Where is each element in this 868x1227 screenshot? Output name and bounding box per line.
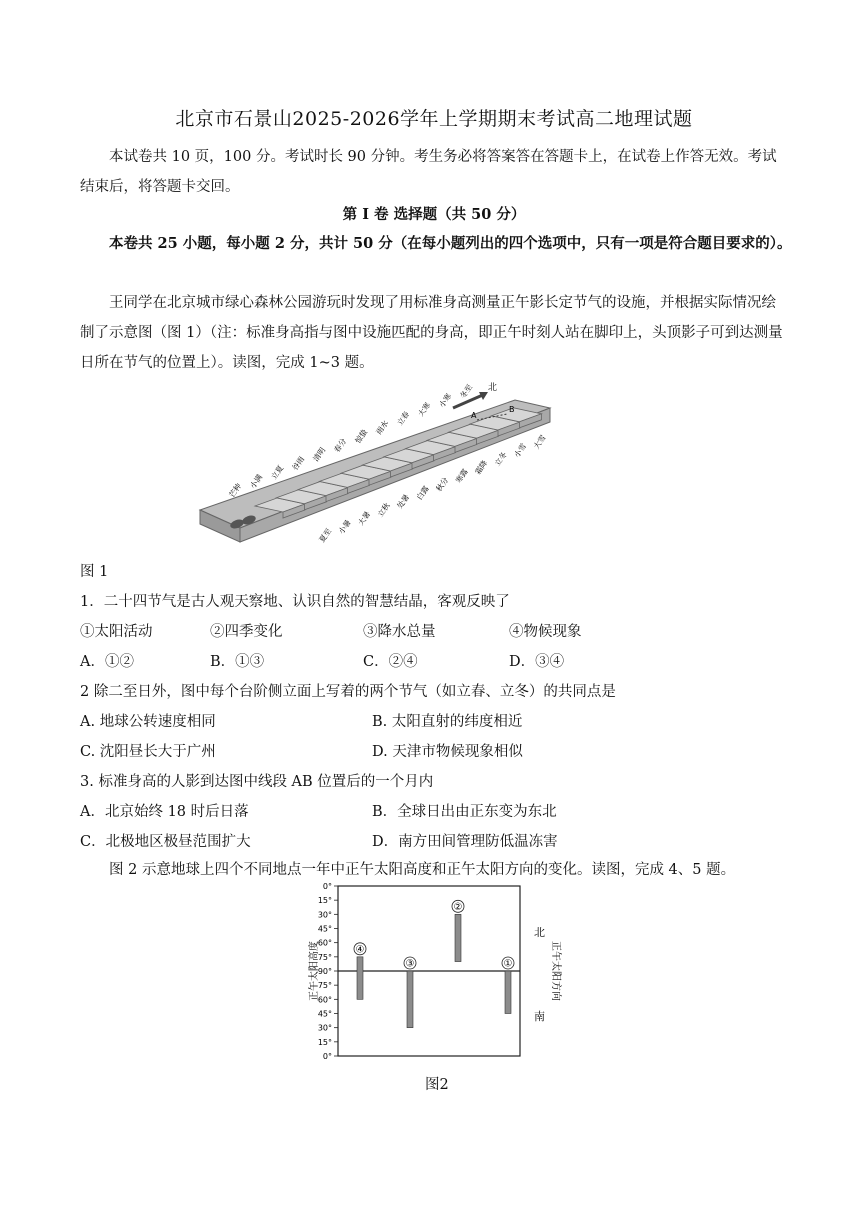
q1-item-2: ②四季变化 bbox=[210, 624, 283, 640]
figure-2-ylabel-left: 正午太阳高度 bbox=[309, 941, 320, 1001]
y-tick-label: 0° bbox=[322, 1052, 332, 1061]
solar-term-label: 冬至 bbox=[458, 382, 475, 401]
bar-label: ① bbox=[503, 958, 513, 970]
exam-intro: 本试卷共 10 页，100 分。考试时长 90 分钟。考生务必将答案答在答题卡上，在试卷上作答无效。考试结束后，将答题卡交回。 bbox=[80, 149, 777, 195]
solar-term-label: 小雪 bbox=[512, 441, 529, 460]
solar-term-label: 寒露 bbox=[453, 467, 470, 485]
q1-item-1: ①太阳活动 bbox=[80, 624, 153, 640]
figure-2-bars bbox=[354, 900, 514, 1027]
sun-altitude-bar bbox=[407, 971, 413, 1028]
solar-term-label: 雨水 bbox=[374, 418, 391, 437]
q3-option-c: C．北极地区极昼范围扩大 bbox=[80, 834, 251, 850]
y-tick-label: 60° bbox=[317, 995, 332, 1005]
y-tick-label: 90° bbox=[317, 967, 332, 976]
passage-2: 图 2 示意地球上四个不同地点一年中正午太阳高度和正午太阳方向的变化。读图，完成 4、5 题。 bbox=[109, 862, 736, 878]
exam-title: 北京市石景山2025-2026学年上学期期末考试高二地理试题 bbox=[175, 108, 693, 130]
y-tick-label: 15° bbox=[317, 896, 332, 906]
solar-term-label: 立秋 bbox=[375, 501, 392, 519]
y-tick-label: 15° bbox=[317, 1037, 332, 1047]
q3-option-a: A．北京始终 18 时后日落 bbox=[80, 804, 249, 820]
section-instruction: 本卷共 25 小题，每小题 2 分，共计 50 分（在每小题列出的四个选项中，只有一项是符合题目要求的）。 bbox=[109, 235, 792, 252]
passage-1: 王同学在北京城市绿心森林公园游玩时发现了用标准身高测量正午影长定节气的设施，并根据实际情况绘制了示意图（图 1）（注：标准身高指与图中设施匹配的身高，即正午时刻人站在脚印上，头顶影子可到达测量日所在节气的位置上）。读图，完成 1~3 题。 bbox=[80, 295, 783, 371]
solar-term-label: 处暑 bbox=[395, 492, 412, 511]
solar-term-label: 大寒 bbox=[416, 400, 433, 419]
solar-term-label: 立冬 bbox=[492, 450, 509, 468]
figure-2-south-label: 南 bbox=[534, 1010, 545, 1023]
solar-term-label: 小满 bbox=[248, 472, 265, 491]
north-arrow-icon bbox=[453, 394, 485, 408]
solar-term-label: 芒种 bbox=[227, 481, 244, 500]
q3-option-b: B．全球日出由正东变为东北 bbox=[372, 804, 557, 820]
y-tick-label: 75° bbox=[317, 981, 332, 991]
y-tick-label: 45° bbox=[317, 924, 332, 934]
north-label: 北 bbox=[488, 383, 498, 393]
figure-2-ticks bbox=[318, 882, 338, 1061]
solar-term-label: 清明 bbox=[311, 445, 328, 464]
solar-term-label: 立夏 bbox=[269, 463, 286, 482]
solar-term-label: 大雪 bbox=[531, 433, 548, 451]
figure-2-ylabel-right: 正午太阳方向 bbox=[550, 941, 561, 1001]
q3-option-d: D．南方田间管理防低温冻害 bbox=[372, 834, 558, 850]
q3-stem: 3. 标准身高的人影到达图中线段 AB 位置后的一个月内 bbox=[80, 774, 434, 790]
q1-item-3: ③降水总量 bbox=[363, 624, 436, 640]
q2-option-b: B. 太阳直射的纬度相近 bbox=[372, 714, 523, 730]
solar-term-label: 惊蛰 bbox=[353, 427, 370, 446]
solar-term-label: 秋分 bbox=[434, 475, 451, 494]
y-tick-label: 0° bbox=[322, 882, 332, 891]
bar-label: ③ bbox=[405, 958, 415, 970]
solar-term-label: 春分 bbox=[332, 436, 349, 455]
point-a-label: A bbox=[471, 411, 477, 420]
q1-stem: 1．二十四节气是古人观天察地、认识自然的智慧结晶，客观反映了 bbox=[80, 594, 510, 610]
y-tick-label: 45° bbox=[317, 1009, 332, 1019]
figure-2-north-label: 北 bbox=[534, 926, 545, 939]
sun-altitude-bar bbox=[455, 914, 461, 961]
figure-2-chart bbox=[290, 882, 580, 1062]
q2-option-a: A. 地球公转速度相同 bbox=[80, 714, 216, 730]
q2-option-c: C. 沈阳昼长大于广州 bbox=[80, 744, 216, 760]
q1-option-c: C．②④ bbox=[363, 654, 418, 670]
section-heading: 第 I 卷 选择题（共 50 分） bbox=[342, 206, 526, 223]
solar-term-label: 夏至 bbox=[317, 526, 334, 545]
y-tick-label: 30° bbox=[317, 910, 332, 920]
solar-term-label: 小暑 bbox=[336, 518, 353, 536]
sun-altitude-bar bbox=[357, 957, 363, 1000]
q1-option-d: D．③④ bbox=[509, 654, 565, 670]
solar-term-label: 大暑 bbox=[356, 509, 373, 528]
solar-term-label: 白露 bbox=[414, 484, 431, 502]
y-tick-label: 75° bbox=[317, 952, 332, 962]
solar-term-label: 小寒 bbox=[437, 391, 454, 410]
q1-item-4: ④物候现象 bbox=[509, 624, 582, 640]
sun-altitude-bar bbox=[505, 971, 511, 1014]
figure-1-caption: 图 1 bbox=[80, 564, 109, 580]
figure-1-staircase bbox=[195, 378, 565, 558]
point-b-label: B bbox=[509, 405, 515, 414]
bar-label: ② bbox=[453, 901, 463, 913]
y-tick-label: 60° bbox=[317, 938, 332, 948]
q1-option-a: A．①② bbox=[80, 654, 134, 670]
figure-2-caption: 图2 bbox=[425, 1077, 449, 1093]
q2-stem: 2 除二至日外，图中每个台阶侧立面上写着的两个节气（如立春、立冬）的共同点是 bbox=[80, 684, 616, 700]
bar-label: ④ bbox=[355, 944, 365, 956]
solar-term-label: 霜降 bbox=[473, 458, 490, 477]
q1-option-b: B．①③ bbox=[210, 654, 265, 670]
solar-term-label: 立春 bbox=[395, 409, 412, 428]
solar-term-label: 谷雨 bbox=[290, 454, 307, 473]
y-tick-label: 30° bbox=[317, 1023, 332, 1033]
q2-option-d: D. 天津市物候现象相似 bbox=[372, 744, 523, 760]
